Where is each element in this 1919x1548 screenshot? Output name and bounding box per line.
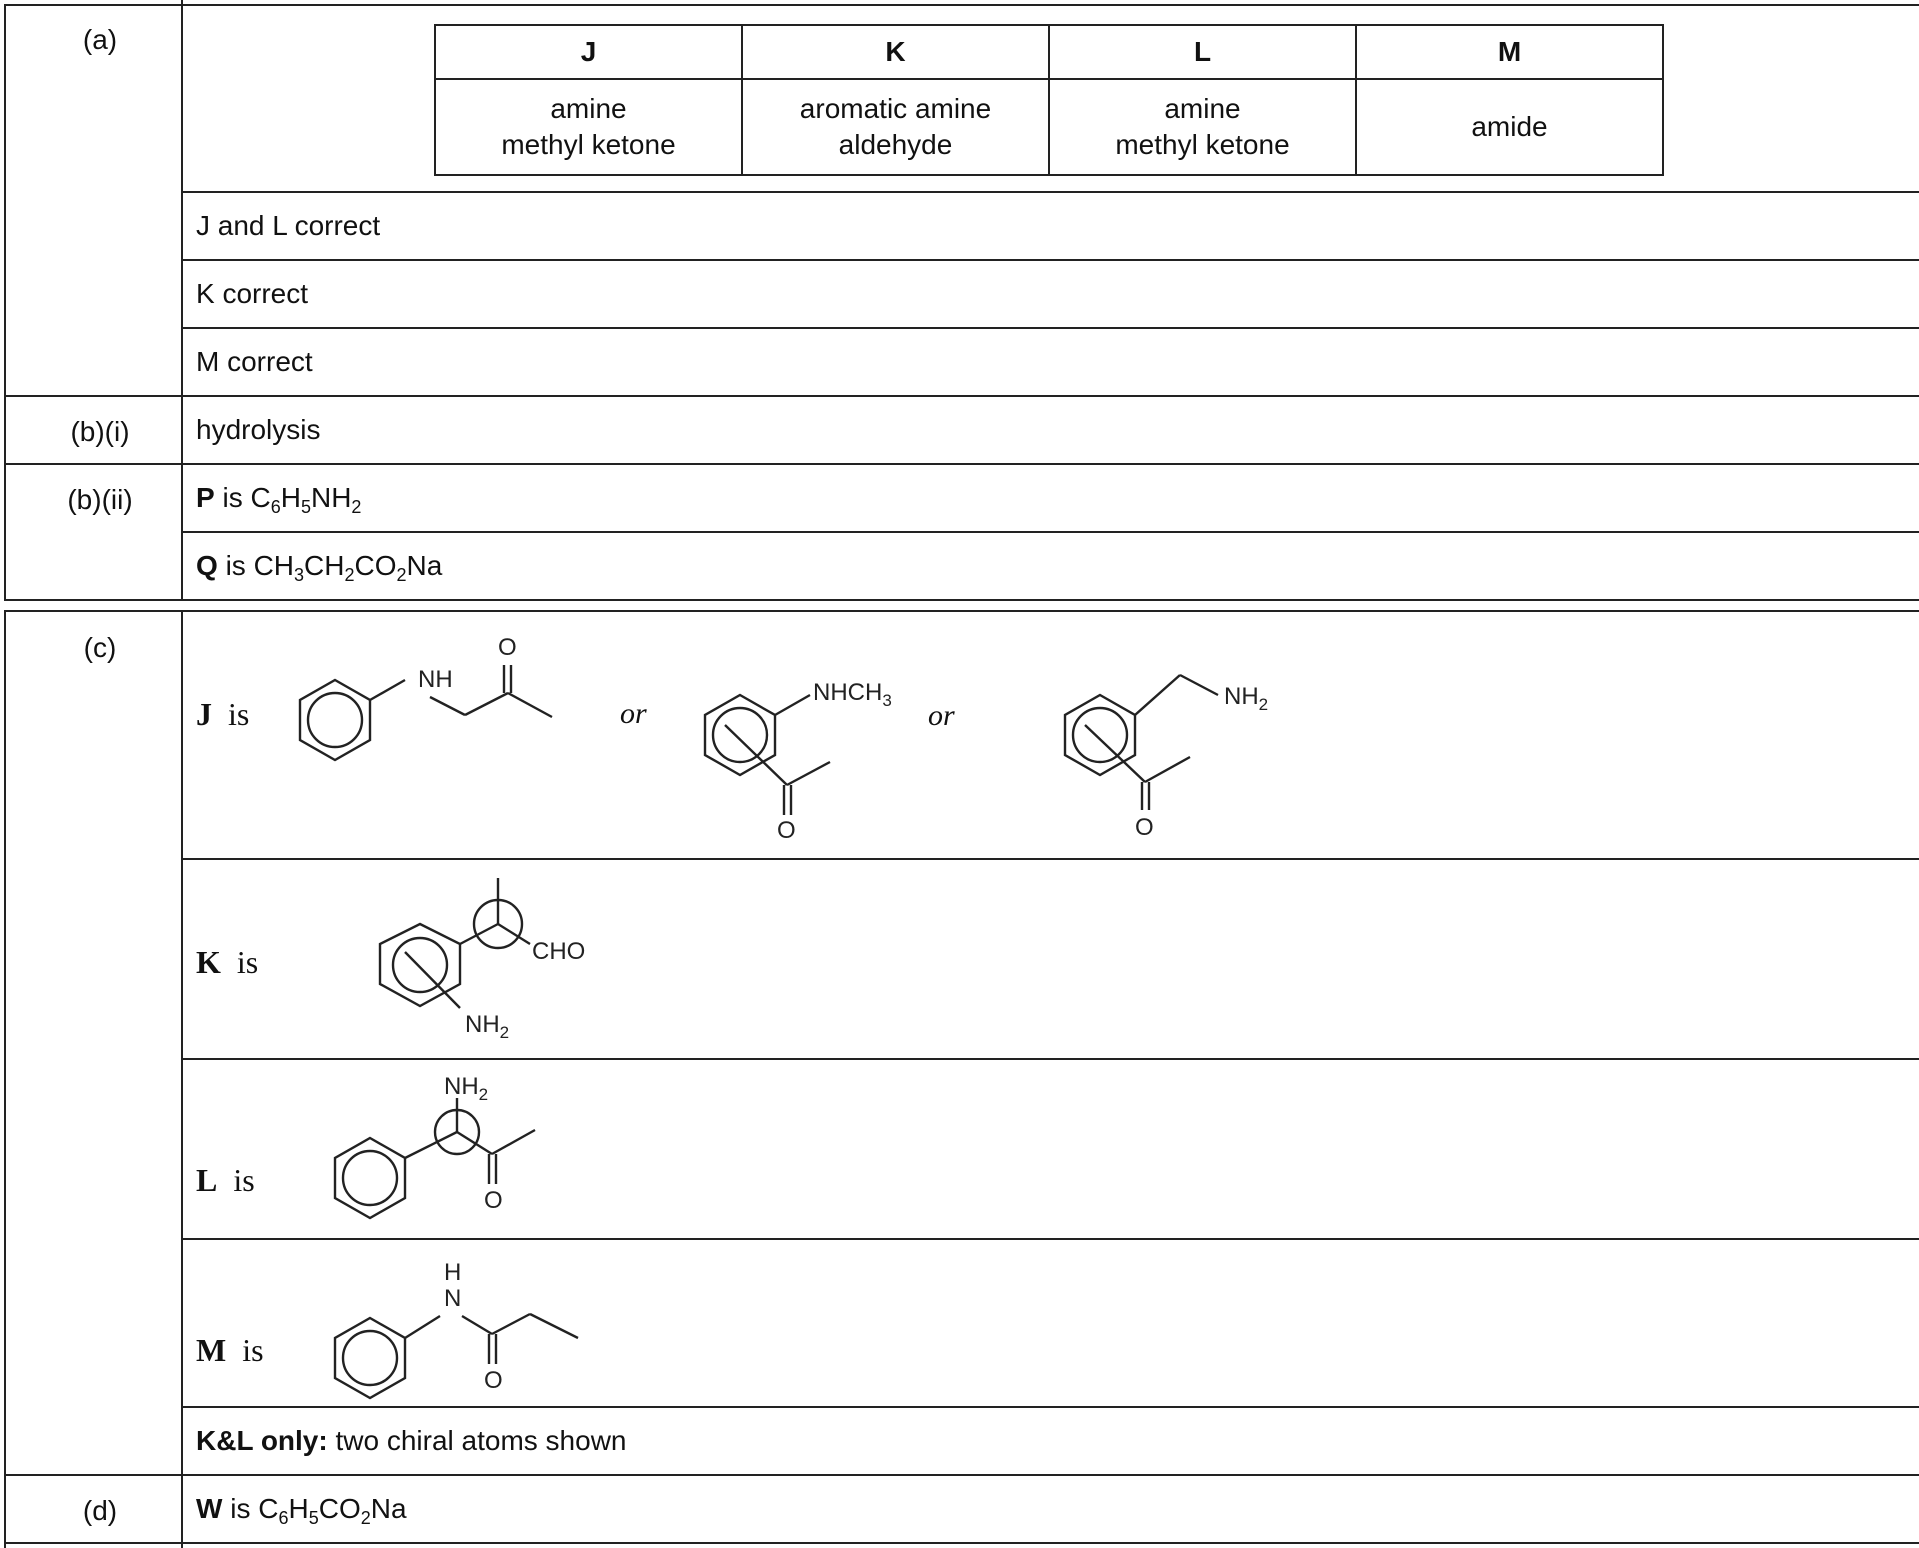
table-header: M xyxy=(1356,25,1663,79)
rule xyxy=(181,259,1919,261)
structure-l xyxy=(320,1066,560,1236)
q-label: Q xyxy=(196,550,218,581)
svg-text:O: O xyxy=(1135,814,1154,841)
mark-j-l: J and L correct xyxy=(196,210,381,241)
rule xyxy=(4,599,1919,601)
p-formula: is $C_6H_5NH_2$ xyxy=(222,482,362,517)
rule xyxy=(181,1058,1919,1060)
m-is-label: M is xyxy=(196,1332,264,1368)
k-is-label: K is xyxy=(196,944,259,980)
svg-text:NH2: $NH_2$ xyxy=(465,1011,510,1042)
svg-text:O: O xyxy=(777,817,796,844)
table-cell: aromatic amine aldehyde xyxy=(742,79,1049,175)
w-label: W xyxy=(196,1493,223,1524)
label-c: (c) xyxy=(83,632,117,663)
label-d: (d) xyxy=(82,1495,118,1526)
rule xyxy=(4,1474,1919,1476)
structure-j-option-2 xyxy=(680,655,940,855)
structure-m xyxy=(320,1256,580,1426)
svg-text:H: H xyxy=(444,1259,462,1286)
rule xyxy=(181,191,1919,193)
svg-text:NHCH3: $NHCH_3$ xyxy=(813,679,892,710)
structure-j-option-1 xyxy=(290,625,570,775)
answer-p xyxy=(196,482,362,517)
mark-k: K correct xyxy=(196,278,309,309)
rule xyxy=(4,610,1919,612)
svg-text:O: O xyxy=(498,634,517,661)
table-cell: amine methyl ketone xyxy=(1049,79,1356,175)
rule xyxy=(4,610,6,1548)
q-formula: is $CH_3CH_2CO_2Na$ xyxy=(225,550,443,585)
l-is-label: L is xyxy=(196,1162,255,1198)
structure-k xyxy=(360,860,620,1040)
rule xyxy=(4,4,6,601)
rule xyxy=(4,1542,1919,1544)
table-cell: amine methyl ketone xyxy=(435,79,742,175)
chiral-note: K&L only: two chiral atoms shown xyxy=(196,1425,627,1456)
svg-text:O: O xyxy=(484,1187,503,1214)
mark-m: M correct xyxy=(196,346,313,377)
rule xyxy=(4,463,1919,465)
svg-text:O: O xyxy=(484,1367,503,1394)
answer-q xyxy=(196,550,443,585)
table-header: L xyxy=(1049,25,1356,79)
label-b-i: (b)(i) xyxy=(70,416,130,447)
svg-text:NH: NH xyxy=(418,666,453,693)
table-cell: amide xyxy=(1356,79,1663,175)
table-header: K xyxy=(742,25,1049,79)
structure-j-option-3 xyxy=(1040,655,1300,855)
or-text: or xyxy=(620,697,647,730)
rule xyxy=(4,395,1919,397)
svg-text:CHO: CHO xyxy=(532,938,586,965)
rule xyxy=(181,531,1919,533)
or-text: or xyxy=(928,699,955,732)
answer-hydrolysis: hydrolysis xyxy=(196,414,321,445)
functional-group-table xyxy=(434,24,1664,176)
p-label: P xyxy=(196,482,215,513)
rule xyxy=(181,327,1919,329)
svg-text:N: N xyxy=(444,1285,462,1312)
answer-w xyxy=(196,1493,407,1528)
label-a: (a) xyxy=(82,24,118,55)
label-b-ii: (b)(ii) xyxy=(67,484,133,515)
rule xyxy=(4,4,1919,6)
j-is-label: J is xyxy=(196,696,250,732)
table-header: J xyxy=(435,25,742,79)
w-formula: is $C_6H_5CO_2Na$ xyxy=(230,1493,407,1528)
svg-text:NH2: $NH_2$ xyxy=(444,1073,489,1104)
rule xyxy=(181,1238,1919,1240)
svg-text:NH2: $NH_2$ xyxy=(1224,683,1269,714)
